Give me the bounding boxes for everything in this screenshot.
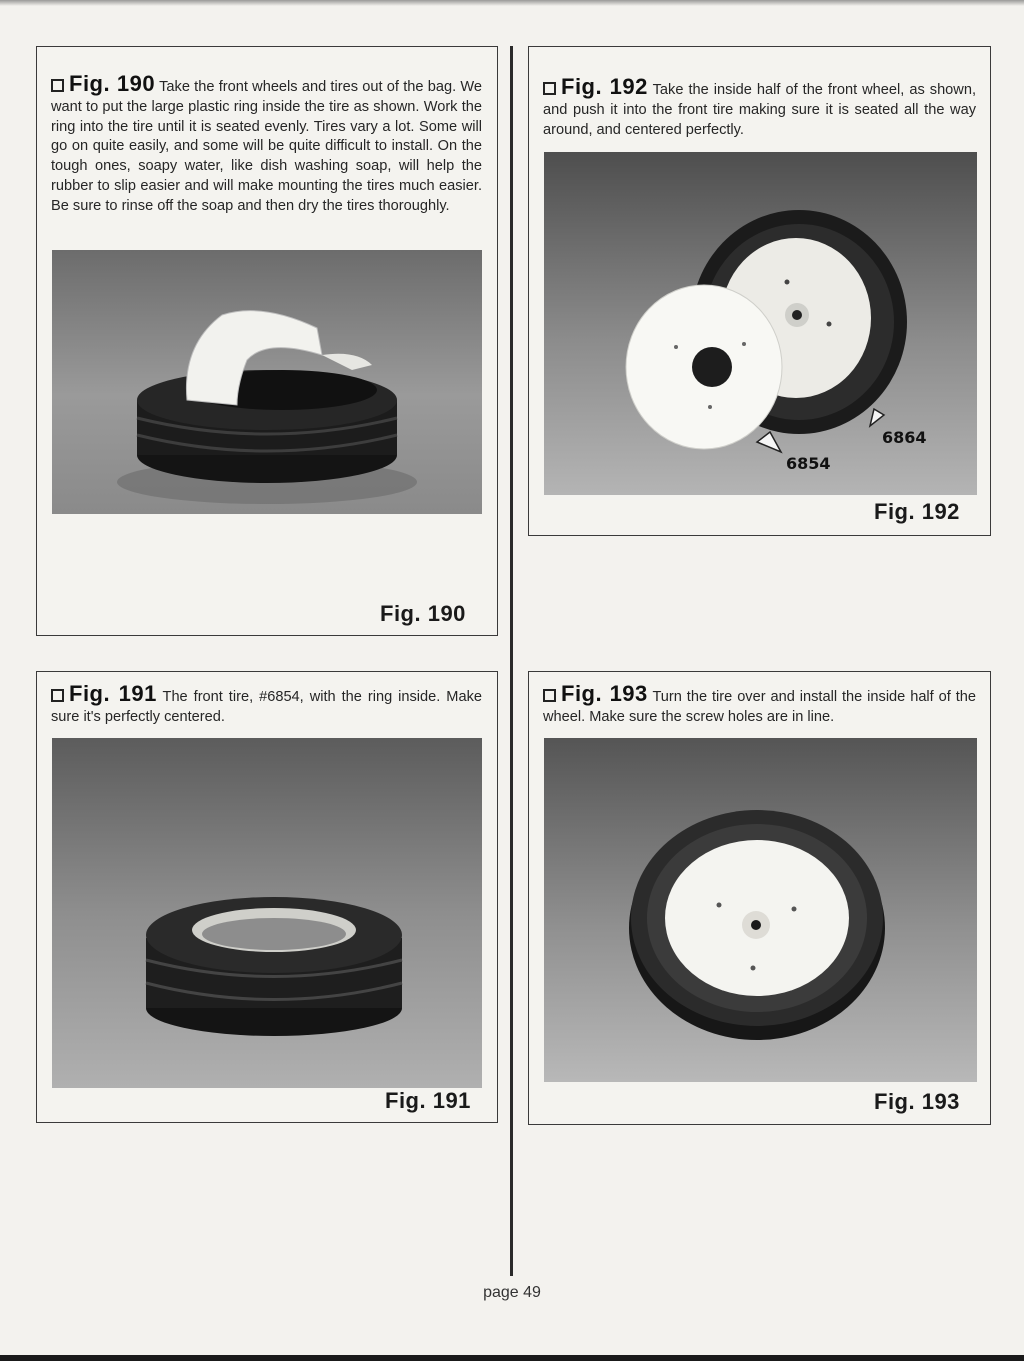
checkbox-icon[interactable] [543, 689, 556, 702]
page-number: page 49 [483, 1284, 541, 1301]
fig-191-label: Fig. 191 [69, 681, 157, 706]
fig-193-label: Fig. 193 [561, 681, 648, 706]
fig-190-label: Fig. 190 [69, 71, 156, 96]
fig-191-text: The front tire, #6854, with the ring inside. Make sure it's perfectly centered. [51, 689, 482, 725]
column-divider [510, 46, 513, 1276]
photo-fig-190 [52, 250, 482, 514]
checkbox-icon[interactable] [51, 689, 64, 702]
scan-bottom-edge [0, 1355, 1024, 1361]
fig-192-text: Take the inside half of the front wheel, as shown, and push it into the front tire making sure it is seated all the way around, and centered perfectly. [543, 82, 977, 138]
fig-192-label: Fig. 192 [561, 74, 648, 99]
part-number-6864: 6864 [882, 428, 927, 447]
fig-193-tag: Fig. 193 [874, 1089, 960, 1114]
fig-191-tag: Fig. 191 [385, 1088, 471, 1113]
caption-fig-192 [543, 74, 977, 140]
checkbox-icon[interactable] [543, 82, 556, 95]
scan-top-edge [0, 0, 1024, 6]
caption-fig-193 [543, 681, 977, 728]
caption-fig-190 [51, 71, 483, 217]
part-number-6854: 6854 [786, 454, 831, 473]
photo-fig-193 [544, 738, 977, 1082]
photo-fig-191 [52, 738, 482, 1088]
fig-190-tag: Fig. 190 [380, 601, 466, 626]
photo-fig-192 [544, 152, 977, 495]
fig-190-text: Take the front wheels and tires out of the bag. We want to put the large plastic ring inside the tire as shown. Work the ring into the tire until it is seated evenly. Tires vary a lot. Some will go on quite easily, and some will be quite difficult to install. On the tough ones, soapy water, like dish washing soap, will help the rubber to slip easier and will make mounting the tires much easier. Be sure to rinse off the soap and then dry the tires thoroughly. [51, 79, 483, 214]
fig-193-text: Turn the tire over and install the inside half of the wheel. Make sure the screw holes are in line. [543, 689, 977, 725]
fig-192-tag: Fig. 192 [874, 499, 960, 524]
caption-fig-191 [51, 681, 482, 728]
checkbox-icon[interactable] [51, 79, 64, 92]
